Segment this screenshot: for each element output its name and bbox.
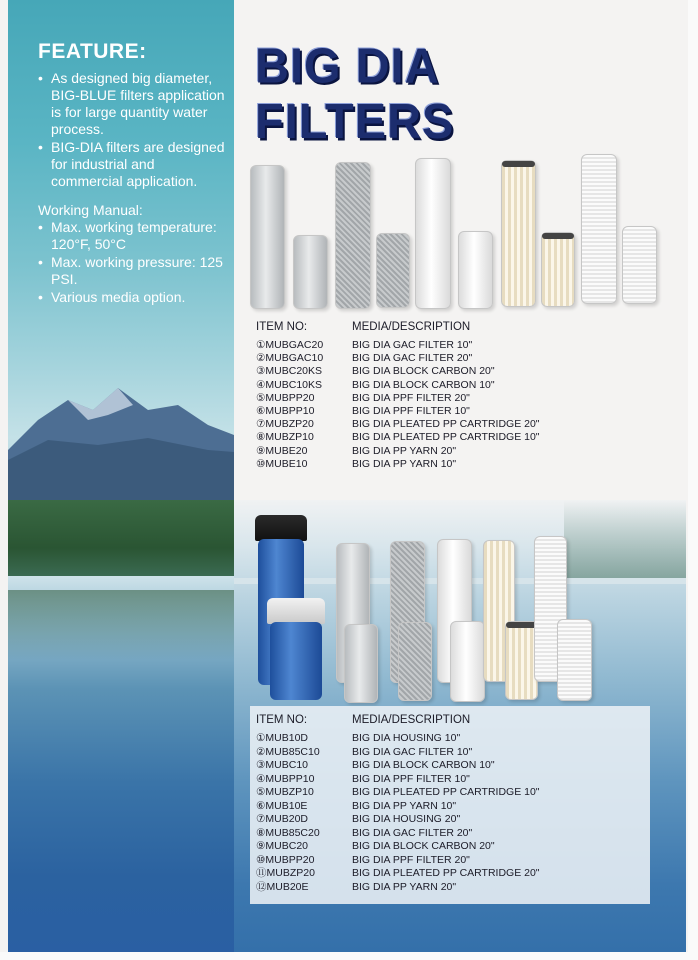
item-desc: BIG DIA HOUSING 20" [352,813,461,825]
gac-cartridge-10 [344,624,378,703]
working-manual-heading: Working Manual: [38,202,143,218]
item-desc: BIG DIA GAC FILTER 20" [352,826,473,839]
list-row [256,759,540,773]
item-no: ⑩MUBPP20 [256,853,315,866]
list-row [256,800,540,814]
item-desc: BIG DIA PLEATED PP CARTRIDGE 10" [352,786,540,798]
item-no: ③MUBC10 [256,759,309,771]
feature-bullet: • BIG-DIA filters are designed for industrial and commercial application. [38,139,228,190]
item-desc: BIG DIA BLOCK CARBON 20" [352,840,495,852]
ppf-cartridge-20 [415,158,451,309]
manual-bullet: • Various media option. [38,289,228,306]
list-row [256,827,540,841]
yarn-cartridge-20 [581,154,617,304]
item-desc: BIG DIA PP YARN 20" [352,880,457,893]
forest-strip [8,500,234,580]
item-list-top [256,321,540,471]
item-no: ④MUBPP10 [256,772,315,785]
mountain-illustration [8,380,234,500]
pleated-cartridge-20 [501,160,536,307]
item-desc: BIG DIA PPF FILTER 20" [352,853,470,866]
item-desc: BIG DIA PP YARN 10" [352,457,457,470]
item-no: ④MUBC10KS [256,378,323,391]
list-row [256,746,540,760]
carbon-cartridge-10 [398,622,432,701]
item-no: ⑦MUBZP20 [256,418,314,431]
yarn-cartridge-10 [557,619,592,701]
item-desc: BIG DIA PPF FILTER 10" [352,772,470,785]
list-row [256,352,540,365]
list-header [256,714,540,726]
yarn-cartridge-10 [622,226,657,304]
item-no: ⑩MUBE10 [256,457,308,470]
list-row [256,379,540,392]
list-row [256,445,540,458]
item-no: ②MUBGAC10 [256,352,324,365]
item-desc: BIG DIA GAC FILTER 10" [352,745,473,758]
ppf-cartridge-10 [458,231,493,309]
item-no: ⑨MUBE20 [256,444,308,457]
item-desc: BIG DIA PLEATED PP CARTRIDGE 20" [352,418,540,431]
item-desc: BIG DIA BLOCK CARBON 20" [352,365,495,378]
item-desc: BIG DIA PP YARN 20" [352,444,457,457]
gac-cartridge-20 [250,165,285,309]
list-row [256,786,540,800]
list-row [256,431,540,444]
list-row [256,773,540,787]
list-row [256,418,540,431]
item-desc: BIG DIA BLOCK CARBON 10" [352,759,495,771]
housing-10 [270,598,322,700]
item-no: ②MUB85C10 [256,745,320,758]
item-no: ⑧MUB85C20 [256,826,320,839]
cartridge-photo-top [245,150,665,315]
item-no: ⑧MUBZP10 [256,431,314,444]
list-row [256,854,540,868]
list-row [256,405,540,418]
list-header [256,321,540,333]
item-desc: BIG DIA BLOCK CARBON 10" [352,378,495,391]
item-no: ⑥MUB10E [256,799,308,812]
item-no: ⑤MUBPP20 [256,391,315,404]
item-desc: BIG DIA PPF FILTER 20" [352,391,470,404]
feature-heading: FEATURE: [38,40,147,63]
item-desc: BIG DIA PLEATED PP CARTRIDGE 20" [352,867,540,879]
item-no: ①MUBGAC20 [256,339,324,351]
item-no: ⑦MUB20D [256,813,309,825]
manual-bullet: • Max. working pressure: 125 PSI. [38,254,228,288]
item-no: ⑪MUBZP20 [256,867,315,879]
item-no: ⑤MUBZP10 [256,786,314,798]
item-no: ⑨MUBC20 [256,840,309,852]
forest-strip-right [564,500,686,580]
item-no-header: ITEM NO: [256,321,308,333]
item-no: ⑥MUBPP10 [256,404,315,417]
description-header: MEDIA/DESCRIPTION [352,321,471,333]
list-row [256,867,540,881]
list-row [256,732,540,746]
list-row [256,365,540,378]
item-no: ①MUB10D [256,732,309,744]
list-row [256,881,540,895]
list-row [256,813,540,827]
title-line-2: FILTERS [255,93,455,149]
description-header: MEDIA/DESCRIPTION [352,714,471,726]
title-line-1: BIG DIA [255,37,440,93]
item-no-header: ITEM NO: [256,714,308,726]
feature-bullet: • As designed big diameter, BIG-BLUE filters application is for large quantity water process. [38,70,228,138]
item-list-bottom [256,714,540,894]
pleated-cartridge-10 [541,232,575,307]
item-desc: BIG DIA PP YARN 10" [352,799,457,812]
item-desc: BIG DIA HOUSING 10" [352,732,461,744]
gac-cartridge-10 [293,235,328,309]
feature-section [38,40,228,307]
list-row [256,840,540,854]
list-row [256,392,540,405]
manual-bullet: • Max. working temperature: 120°F, 50°C [38,219,228,253]
item-desc: BIG DIA PLEATED PP CARTRIDGE 10" [352,431,540,444]
tree-reflection [8,590,234,660]
item-no: ③MUBC20KS [256,365,323,378]
list-row [256,339,540,352]
item-no: ⑫MUB20E [256,880,309,893]
carbon-cartridge-20 [335,162,371,309]
ppf-cartridge-10 [450,621,485,702]
item-desc: BIG DIA GAC FILTER 20" [352,352,473,365]
carbon-cartridge-10 [376,233,410,308]
list-row [256,458,540,471]
page-title [255,37,454,148]
item-desc: BIG DIA PPF FILTER 10" [352,404,470,417]
item-desc: BIG DIA GAC FILTER 10" [352,339,473,351]
